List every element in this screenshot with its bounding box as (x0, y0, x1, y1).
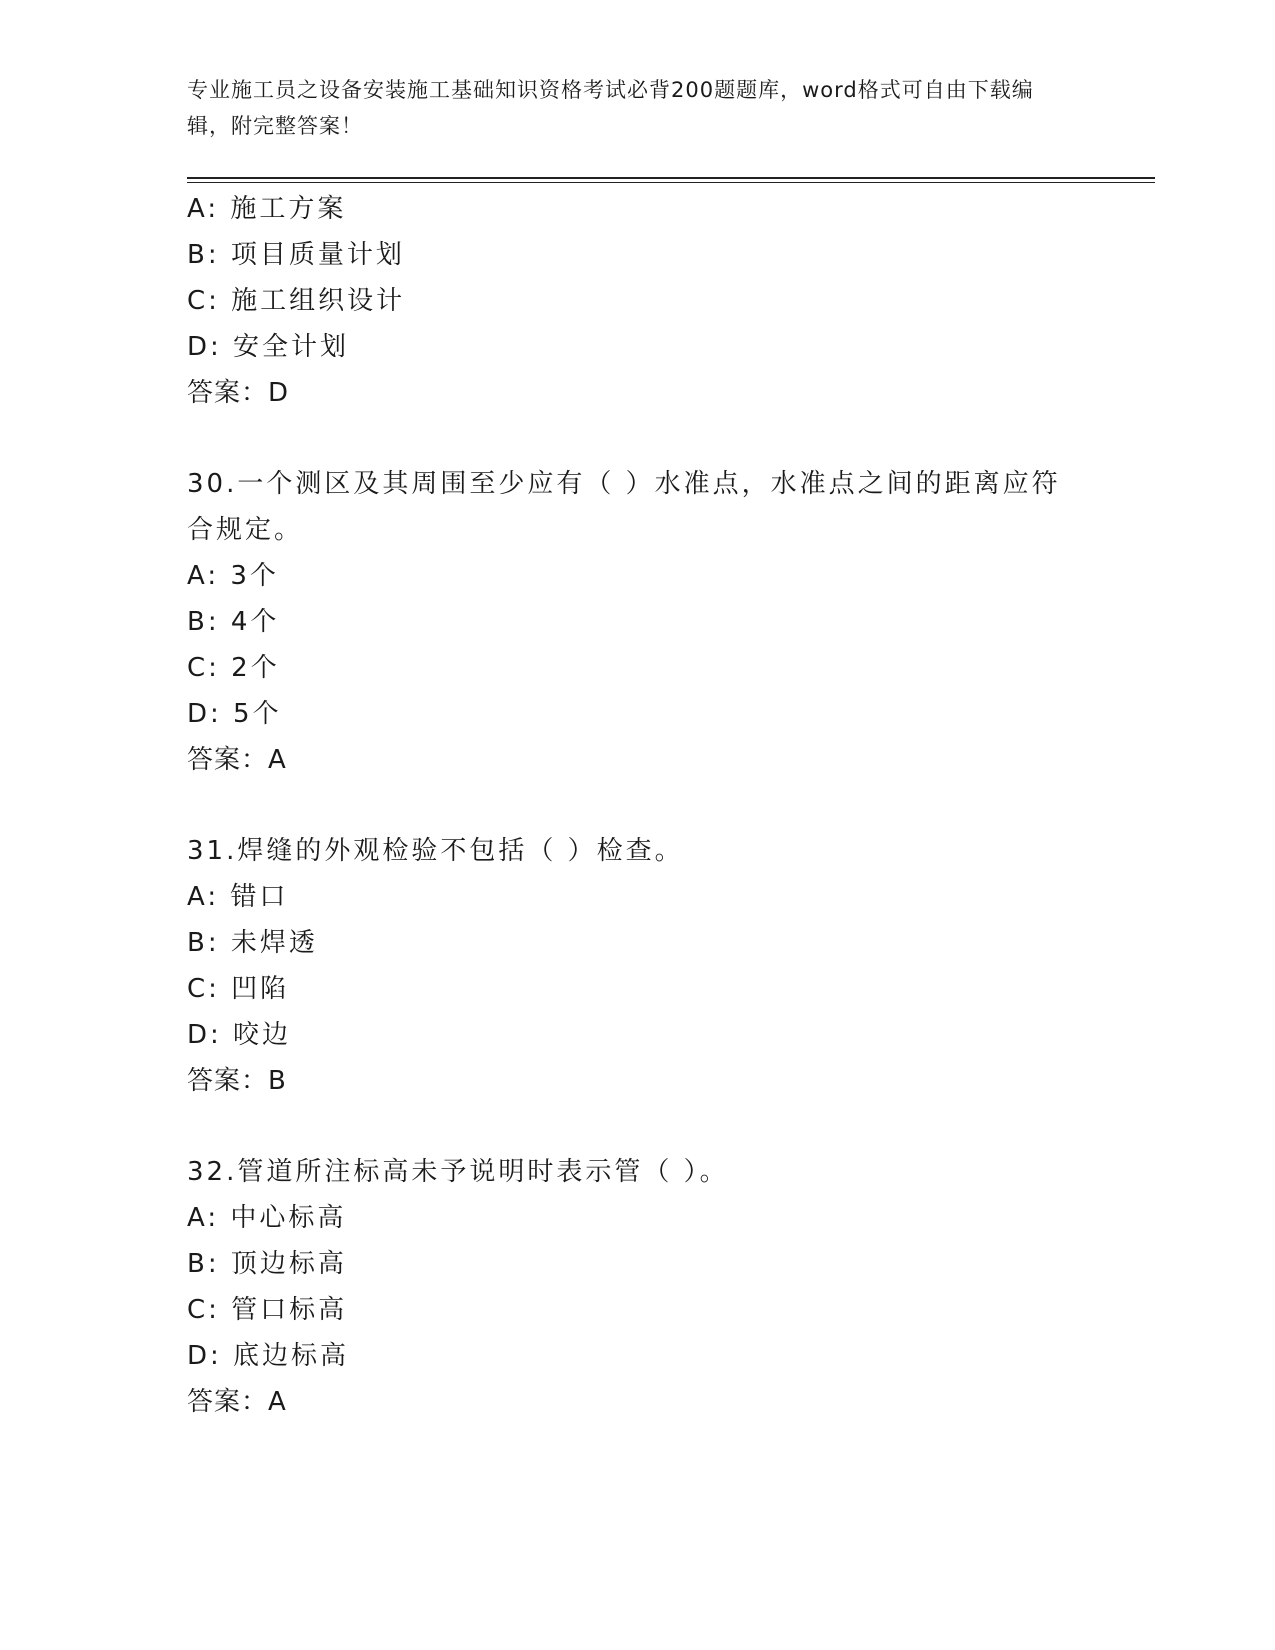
spacer (187, 783, 1087, 828)
option-a: A: 3个 (187, 561, 279, 591)
answer-line: 答案：A (187, 745, 287, 775)
option-c: C: 凹陷 (187, 974, 290, 1004)
option-c: C: 施工组织设计 (187, 286, 406, 316)
option-d: D: 5个 (187, 699, 282, 729)
option-b: B: 4个 (187, 607, 280, 637)
option-a: A: 施工方案 (187, 194, 347, 224)
answer-line: 答案：A (187, 1387, 287, 1417)
option-a: A: 错口 (187, 882, 289, 912)
option-c: C: 管口标高 (187, 1295, 348, 1325)
option-b: B: 项目质量计划 (187, 240, 405, 270)
document-header: 专业施工员之设备安装施工基础知识资格考试必背200题题库，word格式可自由下载编辑，附完整答案！ (187, 78, 1034, 138)
option-d: D: 安全计划 (187, 332, 350, 362)
question-block-30 (187, 461, 1087, 783)
spacer (187, 416, 1087, 461)
answer-line: 答案：D (187, 378, 290, 408)
header-rule-thin (187, 182, 1155, 183)
question-text: 32.管道所注标高未予说明时表示管（ ）。 (187, 1157, 729, 1187)
question-text: 31.焊缝的外观检验不包括（ ）检查。 (187, 836, 684, 866)
option-d: D: 咬边 (187, 1020, 292, 1050)
option-d: D: 底边标高 (187, 1341, 350, 1371)
option-a: A: 中心标高 (187, 1203, 347, 1233)
question-text: 30.一个测区及其周围至少应有（ ）水准点，水准点之间的距离应符合规定。 (187, 469, 1061, 545)
option-b: B: 未焊透 (187, 928, 318, 958)
question-block-31 (187, 828, 1087, 1104)
answer-line: 答案：B (187, 1066, 287, 1096)
header-rule-thick (187, 177, 1155, 179)
option-b: B: 顶边标高 (187, 1249, 347, 1279)
spacer (187, 1104, 1087, 1149)
question-list (187, 186, 1087, 1425)
option-c: C: 2个 (187, 653, 280, 683)
question-block-32 (187, 1149, 1087, 1425)
question-block-partial (187, 186, 1087, 416)
